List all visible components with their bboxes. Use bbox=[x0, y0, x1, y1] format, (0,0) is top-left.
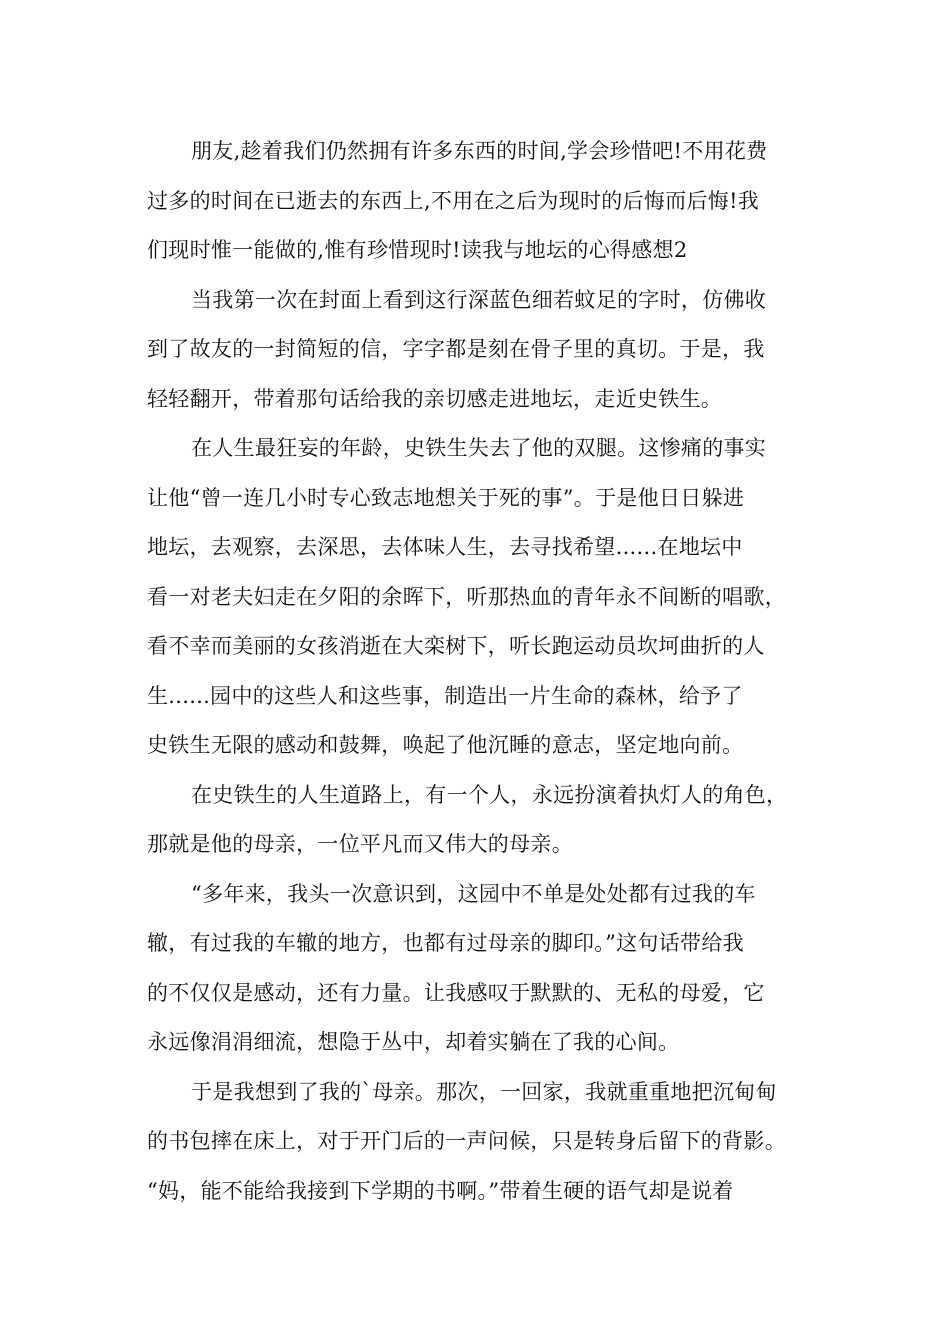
text-line: 让他“曾一连几小时专心致志地想关于死的事”。于是他日日躲进 bbox=[147, 485, 745, 510]
text-line: 的不仅仅是感动，还有力量。让我感叹于默默的、无私的母爱，它 bbox=[147, 980, 765, 1005]
text-line: 们现时惟一能做的,惟有珍惜现时!读我与地坛的心得感想2 bbox=[147, 238, 688, 262]
text-line: 看不幸而美丽的女孩消逝在大栾树下，听长跑运动员坎坷曲折的人 bbox=[147, 634, 765, 658]
text-line: 过多的时间在已逝去的东西上,不用在之后为现时的后悔而后悔!我 bbox=[147, 188, 760, 213]
text-line: 在史铁生的人生道路上，有一个人，永远扮演着执灯人的角色， bbox=[191, 782, 788, 807]
text-line: “妈，能不能给我接到下学期的书啊。”带着生硬的语气却是说着 bbox=[147, 1178, 734, 1203]
text-line: 轻轻翻开，带着那句话给我的亲切感走进地坛，走近史铁生。 bbox=[147, 386, 723, 411]
text-line: 于是我想到了我的`母亲。那次，一回家，我就重重地把沉甸甸 bbox=[191, 1079, 777, 1104]
text-line: 地坛，去观察，去深思，去体味人生，去寻找希望......在地坛中 bbox=[147, 535, 743, 559]
text-line: 到了故友的一封简短的信，字字都是刻在骨子里的真切。于是，我 bbox=[147, 337, 765, 361]
text-line: 史铁生无限的感动和鼓舞，唤起了他沉睡的意志，坚定地向前。 bbox=[147, 733, 744, 757]
text-line: 看一对老夫妇走在夕阳的余晖下，听那热血的青年永不间断的唱歌， bbox=[147, 584, 786, 609]
text-line: 的书包摔在床上，对于开门后的一声问候，只是转身后留下的背影。 bbox=[147, 1129, 786, 1153]
text-line: 辙，有过我的车辙的地方，也都有过母亲的脚印。”这句话带给我 bbox=[147, 931, 744, 955]
text-line: 在人生最狂妄的年龄，史铁生失去了他的双腿。这惨痛的事实 bbox=[191, 436, 767, 460]
text-line: “多年来，我头一次意识到，这园中不单是处处都有过我的车 bbox=[191, 881, 756, 906]
text-line: 那就是他的母亲，一位平凡而又伟大的母亲。 bbox=[147, 832, 573, 856]
text-line: 朋友,趁着我们仍然拥有许多东西的时间,学会珍惜吧!不用花费 bbox=[191, 139, 768, 163]
text-line: 当我第一次在封面上看到这行深蓝色细若蚊足的字时，仿佛收 bbox=[191, 287, 767, 312]
essay-body bbox=[147, 131, 809, 1220]
text-line: 生......园中的这些人和这些事，制造出一片生命的森林，给予了 bbox=[147, 683, 743, 708]
text-line: 永远像涓涓细流，想隐于丛中，却着实躺在了我的心间。 bbox=[147, 1030, 680, 1054]
